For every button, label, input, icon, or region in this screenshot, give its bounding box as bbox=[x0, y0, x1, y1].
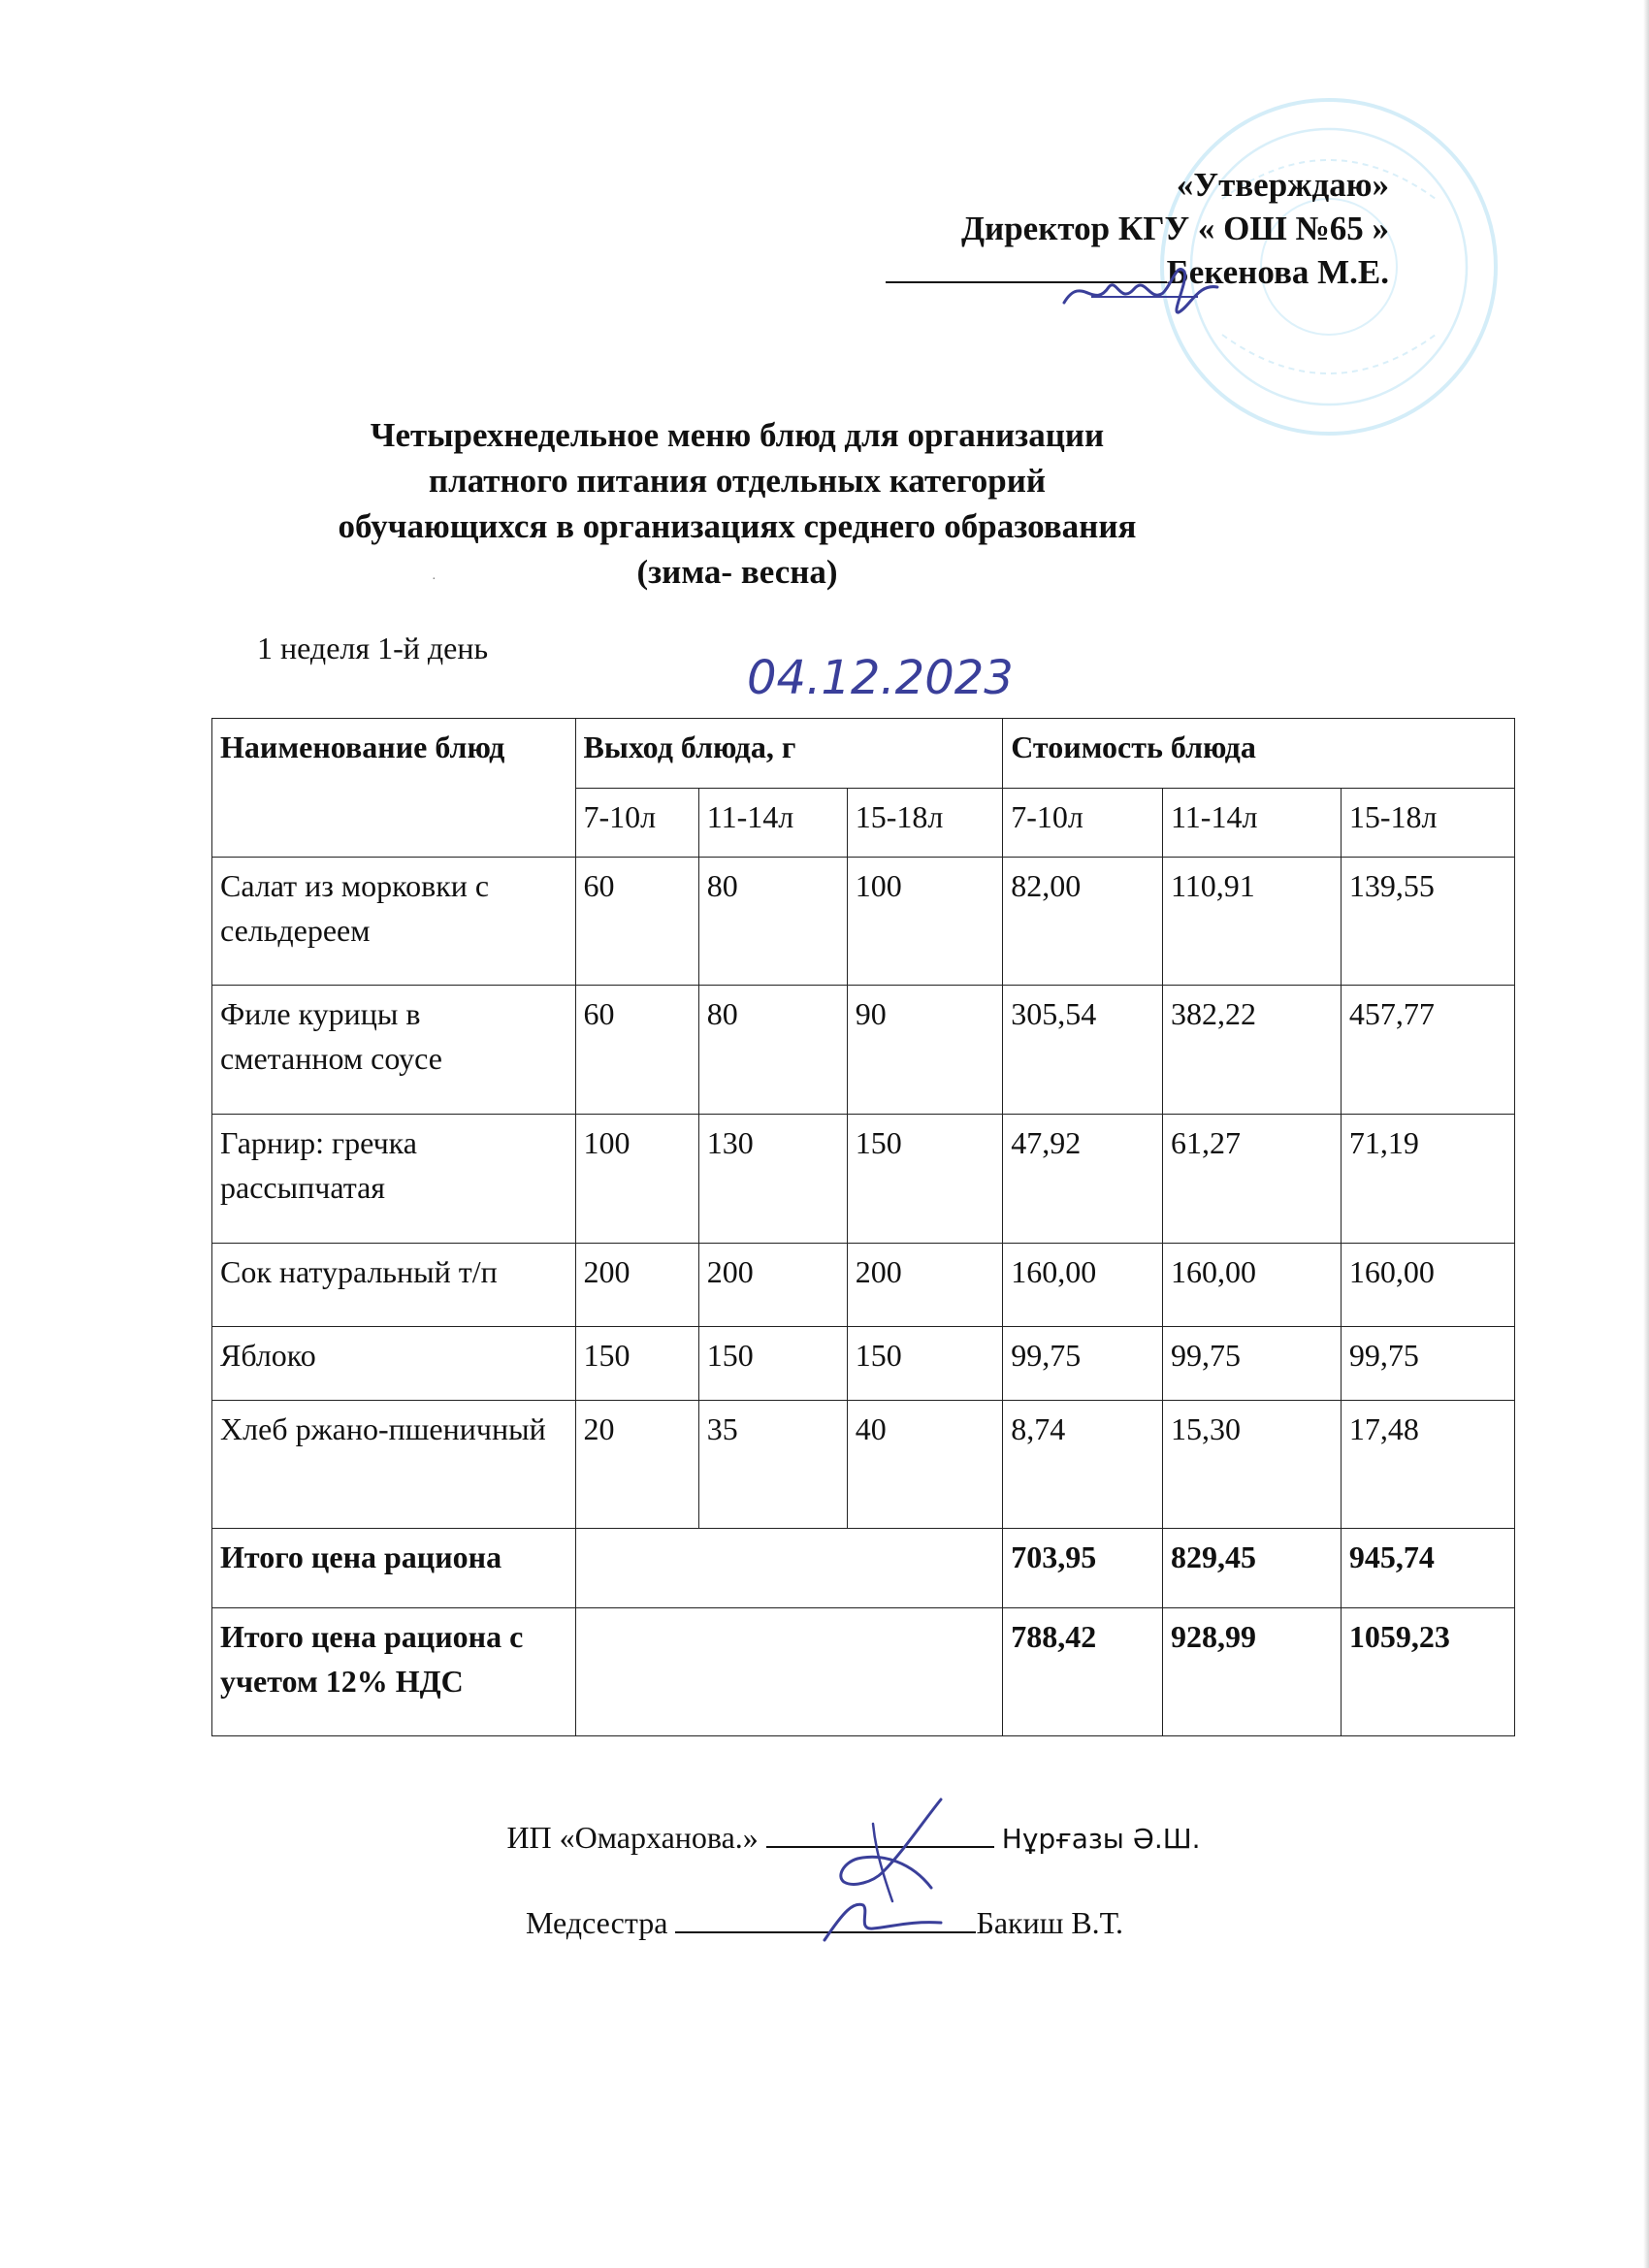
handwritten-date bbox=[747, 650, 1038, 708]
dish-name: Сок натуральный т/п bbox=[212, 1244, 576, 1327]
value-cell: 60 bbox=[575, 986, 698, 1115]
value-cell: 82,00 bbox=[1003, 858, 1163, 986]
total-vat-label: Итого цена рациона с учетом 12% НДС bbox=[212, 1608, 576, 1736]
handwritten-date-text: 04.12.2023 bbox=[747, 651, 1014, 705]
approval-heading: «Утверждаю» bbox=[1176, 166, 1389, 204]
scan-speck: · bbox=[432, 572, 436, 587]
value-cell: 99,75 bbox=[1162, 1327, 1341, 1401]
title-line-2: платного питания отдельных категорий bbox=[428, 462, 1047, 500]
approval-director-name: Бекенова М.Е. bbox=[1166, 253, 1389, 291]
value-cell: 90 bbox=[847, 986, 1002, 1115]
value-cell: 160,00 bbox=[1341, 1244, 1514, 1327]
value-cell: 200 bbox=[698, 1244, 847, 1327]
table-row bbox=[212, 858, 1515, 986]
supplier-label: ИП «Омарханова.» bbox=[506, 1820, 759, 1855]
dish-name: Гарнир: гречка рассыпчатая bbox=[212, 1115, 576, 1244]
age-group-cell: 7-10л bbox=[575, 788, 698, 858]
value-cell: 160,00 bbox=[1003, 1244, 1163, 1327]
total-value: 945,74 bbox=[1341, 1529, 1514, 1608]
supplier-name: Нұрғазы Ә.Ш. bbox=[1001, 1823, 1201, 1855]
age-group-cell: 15-18л bbox=[1341, 788, 1514, 858]
value-cell: 100 bbox=[847, 858, 1002, 986]
value-cell: 20 bbox=[575, 1401, 698, 1529]
dish-name: Яблоко bbox=[212, 1327, 576, 1401]
week-day-label: 1 неделя 1-й день bbox=[257, 631, 489, 665]
age-group-cell: 15-18л bbox=[847, 788, 1002, 858]
table-header-row bbox=[212, 719, 1515, 789]
dish-name: Филе курицы в сметанном соусе bbox=[212, 986, 576, 1115]
value-cell: 150 bbox=[698, 1327, 847, 1401]
table-row bbox=[212, 1327, 1515, 1401]
total-vat-row bbox=[212, 1608, 1515, 1736]
value-cell: 80 bbox=[698, 986, 847, 1115]
value-cell: 305,54 bbox=[1003, 986, 1163, 1115]
value-cell: 150 bbox=[847, 1115, 1002, 1244]
value-cell: 150 bbox=[575, 1327, 698, 1401]
value-cell: 61,27 bbox=[1162, 1115, 1341, 1244]
age-group-cell: 7-10л bbox=[1003, 788, 1163, 858]
value-cell: 100 bbox=[575, 1115, 698, 1244]
director-signature bbox=[1052, 254, 1246, 322]
total-empty-cell bbox=[575, 1529, 1003, 1608]
value-cell: 80 bbox=[698, 858, 847, 986]
value-cell: 99,75 bbox=[1003, 1327, 1163, 1401]
value-cell: 139,55 bbox=[1341, 858, 1514, 986]
value-cell: 8,74 bbox=[1003, 1401, 1163, 1529]
title-line-3: обучающихся в организациях среднего образования bbox=[338, 507, 1137, 545]
nurse-name: Бакиш В.Т. bbox=[976, 1905, 1124, 1940]
value-cell: 457,77 bbox=[1341, 986, 1514, 1115]
total-vat-value: 788,42 bbox=[1003, 1608, 1163, 1736]
age-group-cell: 11-14л bbox=[1162, 788, 1341, 858]
value-cell: 60 bbox=[575, 858, 698, 986]
value-cell: 150 bbox=[847, 1327, 1002, 1401]
table-row bbox=[212, 1115, 1515, 1244]
title-line-1: Четырехнедельное меню блюд для организации bbox=[370, 416, 1105, 454]
nurse-label: Медсестра bbox=[525, 1905, 668, 1940]
dish-name: Салат из морковки с сельдереем bbox=[212, 858, 576, 986]
value-cell: 35 bbox=[698, 1401, 847, 1529]
value-cell: 40 bbox=[847, 1401, 1002, 1529]
total-label: Итого цена рациона bbox=[212, 1529, 576, 1608]
document-title bbox=[291, 412, 1183, 595]
total-vat-value: 1059,23 bbox=[1341, 1608, 1514, 1736]
age-group-cell: 11-14л bbox=[698, 788, 847, 858]
header-dish-name: Наименование блюд bbox=[212, 719, 576, 858]
value-cell: 130 bbox=[698, 1115, 847, 1244]
value-cell: 71,19 bbox=[1341, 1115, 1514, 1244]
menu-table bbox=[211, 718, 1515, 1736]
table-row bbox=[212, 986, 1515, 1115]
value-cell: 110,91 bbox=[1162, 858, 1341, 986]
total-vat-empty-cell bbox=[575, 1608, 1003, 1736]
value-cell: 160,00 bbox=[1162, 1244, 1341, 1327]
value-cell: 382,22 bbox=[1162, 986, 1341, 1115]
total-value: 703,95 bbox=[1003, 1529, 1163, 1608]
dish-name: Хлеб ржано-пшеничный bbox=[212, 1401, 576, 1529]
total-value: 829,45 bbox=[1162, 1529, 1341, 1608]
total-row bbox=[212, 1529, 1515, 1608]
value-cell: 15,30 bbox=[1162, 1401, 1341, 1529]
total-vat-value: 928,99 bbox=[1162, 1608, 1341, 1736]
value-cell: 99,75 bbox=[1341, 1327, 1514, 1401]
nurse-signature bbox=[815, 1892, 970, 1950]
value-cell: 200 bbox=[847, 1244, 1002, 1327]
value-cell: 200 bbox=[575, 1244, 698, 1327]
value-cell: 47,92 bbox=[1003, 1115, 1163, 1244]
approval-position: Директор КГУ « ОШ №65 » bbox=[960, 210, 1389, 247]
title-line-4: (зима- весна) bbox=[636, 553, 838, 591]
table-row bbox=[212, 1401, 1515, 1529]
header-output: Выход блюда, г bbox=[575, 719, 1003, 789]
header-cost: Стоимость блюда bbox=[1003, 719, 1515, 789]
value-cell: 17,48 bbox=[1341, 1401, 1514, 1529]
table-row bbox=[212, 1244, 1515, 1327]
